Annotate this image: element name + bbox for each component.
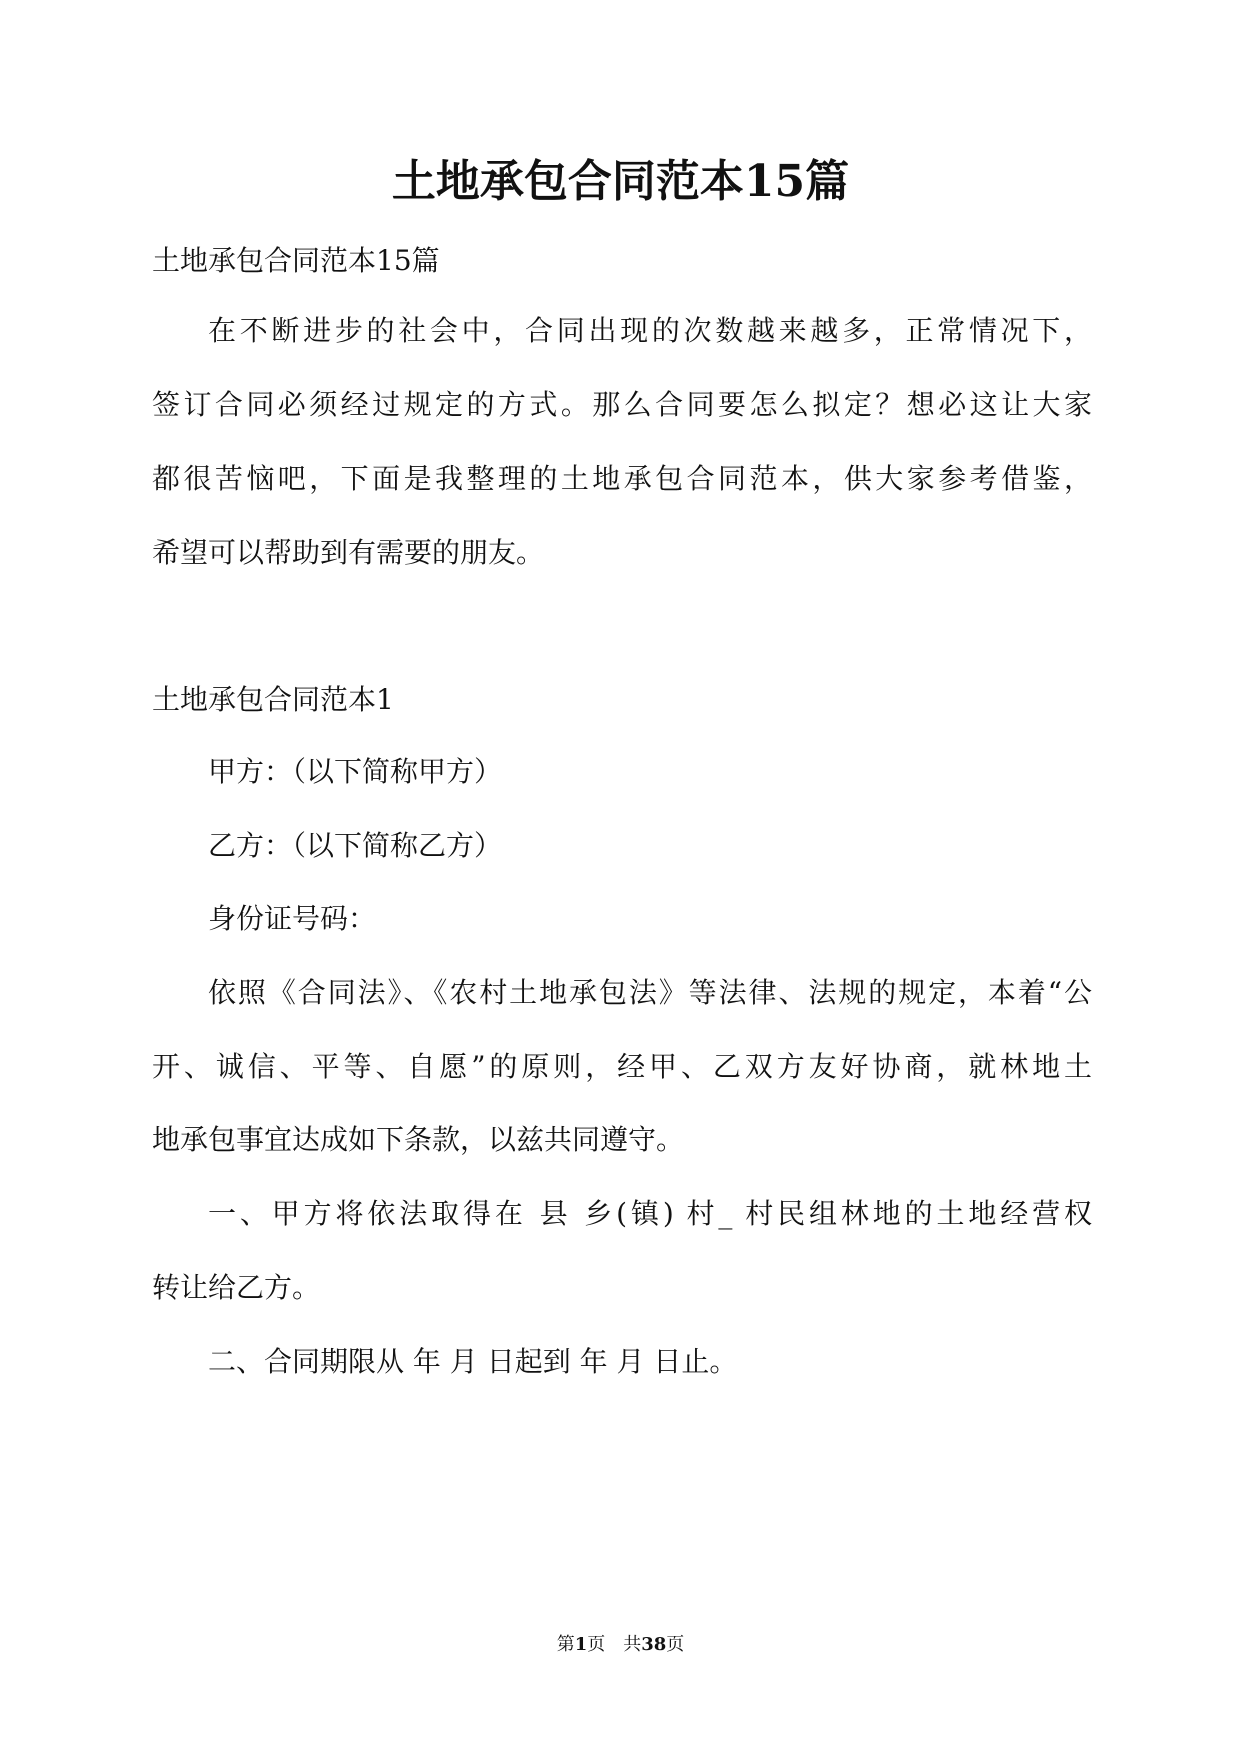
preamble-line-1: 依照《合同法》、《农村土地承包法》等法律、法规的规定，本着“公 bbox=[208, 976, 1092, 1009]
preamble-line-2: 开、诚信、平等、自愿”的原则，经甲、乙双方友好协商，就林地土 bbox=[152, 1050, 1092, 1083]
clause-1-line-2: 转让给乙方。 bbox=[152, 1271, 321, 1304]
intro-line-2: 签订合同必须经过规定的方式。那么合同要怎么拟定？想必这让大家 bbox=[152, 388, 1092, 421]
page-total: 38 bbox=[641, 1634, 667, 1655]
party-b: 乙方：（以下简称乙方） bbox=[208, 829, 503, 862]
page-prefix: 第 bbox=[556, 1634, 575, 1655]
page-suffix: 页 bbox=[666, 1634, 685, 1655]
intro-line-3: 都很苦恼吧，下面是我整理的土地承包合同范本，供大家参考借鉴， bbox=[152, 462, 1092, 495]
clause-1-line-1: 一、甲方将依法取得在 县 乡(镇) 村_ 村民组林地的土地经营权 bbox=[208, 1197, 1092, 1230]
document-title: 土地承包合同范本15篇 bbox=[391, 156, 850, 207]
id-number: 身份证号码： bbox=[208, 902, 377, 935]
section-heading: 土地承包合同范本1 bbox=[152, 683, 394, 716]
intro-line-1: 在不断进步的社会中，合同出现的次数越来越多，正常情况下， bbox=[208, 314, 1092, 347]
clause-2: 二、合同期限从 年 月 日起到 年 月 日止。 bbox=[208, 1345, 738, 1378]
document-subtitle: 土地承包合同范本15篇 bbox=[152, 244, 440, 277]
preamble-line-3: 地承包事宜达成如下条款，以兹共同遵守。 bbox=[152, 1123, 685, 1156]
page-footer bbox=[0, 1633, 1241, 1657]
page-current: 1 bbox=[574, 1634, 588, 1655]
intro-line-4: 希望可以帮助到有需要的朋友。 bbox=[152, 536, 545, 569]
party-a: 甲方：（以下简称甲方） bbox=[208, 755, 503, 788]
page-mid: 页 共 bbox=[587, 1634, 642, 1655]
